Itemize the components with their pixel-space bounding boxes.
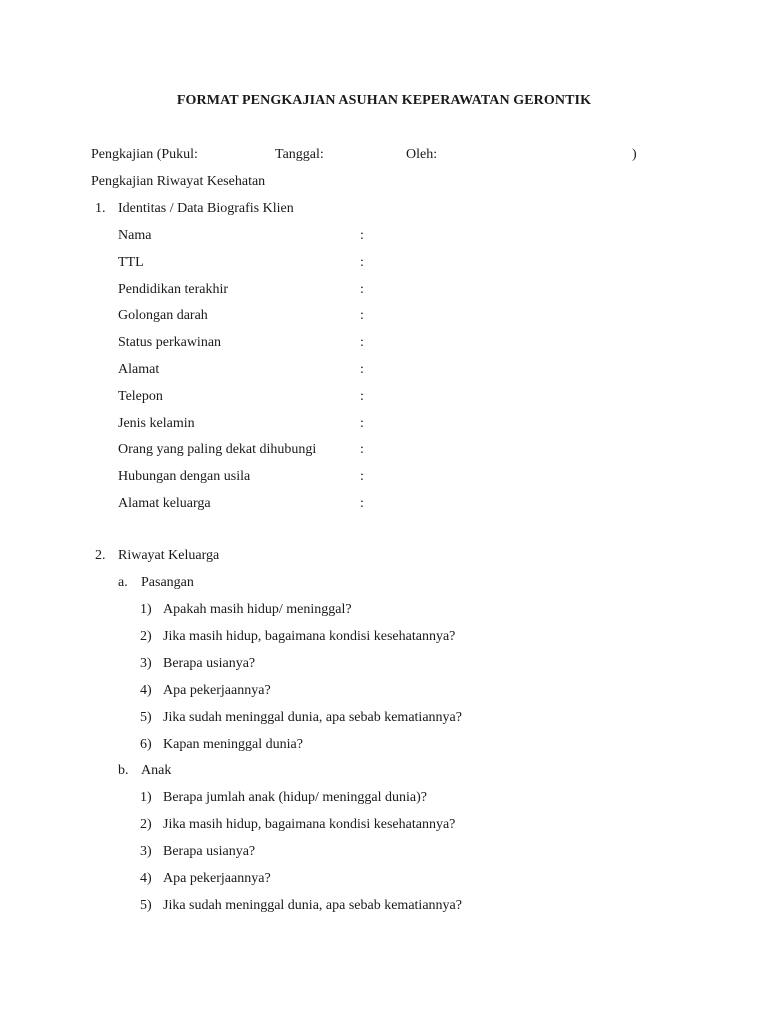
- identity-field-colon: :: [360, 442, 364, 457]
- identity-field-colon: :: [360, 228, 364, 243]
- question-text: Jika masih hidup, bagaimana kondisi kesehatannya?: [163, 629, 456, 644]
- sub-a-marker: a.: [118, 575, 128, 590]
- identity-field-label: Pendidikan terakhir: [118, 282, 229, 297]
- identity-field-label: Jenis kelamin: [118, 416, 195, 431]
- question-number: 2): [140, 817, 152, 832]
- question-number: 3): [140, 844, 152, 859]
- identity-field-label: Hubungan dengan usila: [118, 469, 251, 484]
- identity-field-colon: :: [360, 282, 364, 297]
- identity-field-label: Golongan darah: [118, 308, 208, 323]
- identity-field-colon: :: [360, 496, 364, 511]
- pengkajian-label: Pengkajian (Pukul:: [91, 147, 198, 162]
- identity-field-colon: :: [360, 255, 364, 270]
- question-number: 5): [140, 898, 152, 913]
- identity-field-label: Telepon: [118, 389, 163, 404]
- question-number: 2): [140, 629, 152, 644]
- question-text: Kapan meninggal dunia?: [163, 737, 303, 752]
- question-text: Jika sudah meninggal dunia, apa sebab kematiannya?: [163, 898, 462, 913]
- section1-title: Identitas / Data Biografis Klien: [118, 201, 294, 216]
- oleh-label: Oleh:: [406, 147, 438, 162]
- identity-field-colon: :: [360, 335, 364, 350]
- identity-field-label: Alamat: [118, 362, 160, 377]
- identity-field-colon: :: [360, 389, 364, 404]
- question-number: 1): [140, 602, 152, 617]
- question-number: 5): [140, 710, 152, 725]
- section2-number: 2.: [95, 548, 106, 563]
- identity-field-colon: :: [360, 308, 364, 323]
- identity-field-label: Orang yang paling dekat dihubungi: [118, 442, 317, 457]
- riwayat-kesehatan-heading: Pengkajian Riwayat Kesehatan: [91, 174, 266, 189]
- identity-field-label: Nama: [118, 228, 152, 243]
- question-text: Berapa jumlah anak (hidup/ meninggal dunia)?: [163, 790, 427, 805]
- sub-b-title: Anak: [141, 763, 172, 778]
- question-text: Apa pekerjaannya?: [163, 683, 271, 698]
- identity-field-label: Status perkawinan: [118, 335, 222, 350]
- question-text: Jika sudah meninggal dunia, apa sebab kematiannya?: [163, 710, 462, 725]
- section2-title: Riwayat Keluarga: [118, 548, 220, 563]
- question-text: Jika masih hidup, bagaimana kondisi kesehatannya?: [163, 817, 456, 832]
- question-text: Apa pekerjaannya?: [163, 871, 271, 886]
- question-number: 4): [140, 683, 152, 698]
- header-close-paren: ): [632, 147, 637, 162]
- question-text: Berapa usianya?: [163, 844, 256, 859]
- identity-field-colon: :: [360, 362, 364, 377]
- identity-field-colon: :: [360, 469, 364, 484]
- question-number: 1): [140, 790, 152, 805]
- sub-a-title: Pasangan: [141, 575, 194, 590]
- question-number: 4): [140, 871, 152, 886]
- identity-field-label: TTL: [118, 255, 144, 270]
- sub-b-marker: b.: [118, 763, 129, 778]
- section1-number: 1.: [95, 201, 106, 216]
- document-title: FORMAT PENGKAJIAN ASUHAN KEPERAWATAN GERONTIK: [176, 93, 592, 108]
- question-text: Berapa usianya?: [163, 656, 256, 671]
- identity-field-label: Alamat keluarga: [118, 496, 211, 511]
- question-text: Apakah masih hidup/ meninggal?: [163, 602, 352, 617]
- question-number: 6): [140, 737, 152, 752]
- question-number: 3): [140, 656, 152, 671]
- tanggal-label: Tanggal:: [275, 147, 324, 162]
- identity-field-colon: :: [360, 416, 364, 431]
